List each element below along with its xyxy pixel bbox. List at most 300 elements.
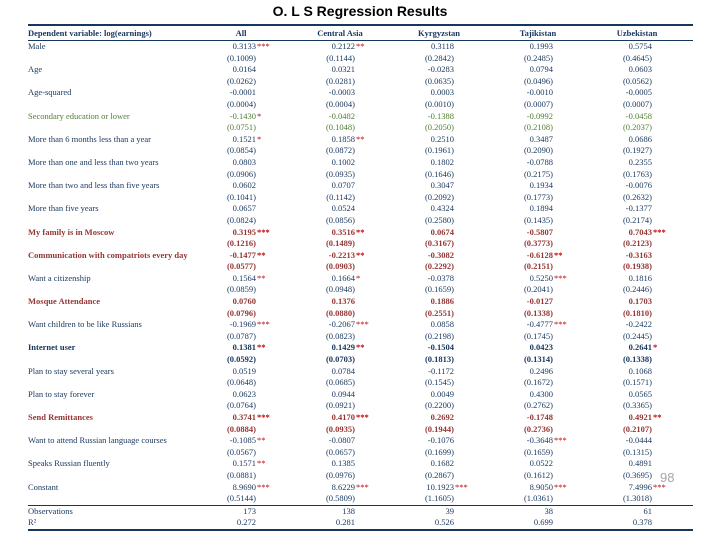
coefficient-row <box>28 389 693 401</box>
coefficient-value: 0.0803 <box>232 156 256 167</box>
observations-value: 138 <box>342 505 355 516</box>
significance-stars: ** <box>356 41 365 51</box>
standard-error-value: (0.0751) <box>226 122 256 133</box>
standard-error-cell <box>495 424 594 436</box>
dependent-variable-label: Dependent variable: log(earnings) <box>28 28 152 38</box>
standard-error-cell <box>396 122 495 134</box>
standard-error-cell <box>495 354 594 366</box>
coefficient-value: 0.0760 <box>232 296 256 307</box>
coefficient-cell <box>495 41 594 53</box>
coefficient-cell <box>594 64 693 76</box>
coefficient-cell <box>198 296 297 308</box>
coefficient-cell <box>297 87 396 99</box>
standard-error-cell <box>297 470 396 482</box>
coefficient-row <box>28 64 693 76</box>
coefficient-value: 0.0519 <box>232 365 256 376</box>
standard-error-cell <box>396 76 495 88</box>
coefficient-cell <box>594 227 693 239</box>
coefficient-value: -0.0482 <box>328 110 355 121</box>
coefficient-value: 0.3487 <box>529 133 553 144</box>
coefficient-value: 0.2692 <box>430 412 454 422</box>
coefficient-value: -0.6128 <box>526 249 553 260</box>
coefficient-cell <box>396 134 495 146</box>
row-label: More than two and less than five years <box>28 180 160 191</box>
significance-stars: *** <box>455 481 468 492</box>
standard-error-cell <box>198 284 297 296</box>
coefficient-cell <box>594 41 693 53</box>
standard-error-value: (0.0648) <box>226 377 256 388</box>
coefficient-cell <box>396 180 495 192</box>
coefficient-value: 0.3047 <box>430 180 454 191</box>
coefficient-cell <box>594 203 693 215</box>
coefficient-cell <box>495 296 594 308</box>
standard-error-cell <box>198 261 297 273</box>
coefficient-value: 0.3741 <box>232 412 256 422</box>
standard-error-value: (0.4645) <box>622 52 652 63</box>
coefficient-cell <box>594 157 693 169</box>
coefficient-value: 0.5754 <box>628 41 652 51</box>
significance-stars: * <box>356 272 361 283</box>
coefficient-value: -0.0003 <box>328 87 355 98</box>
coefficient-value: 0.0524 <box>331 203 355 214</box>
row-label: Want a citizenship <box>28 272 91 283</box>
r-squared-cell <box>198 517 297 530</box>
coefficient-cell <box>297 319 396 331</box>
standard-error-cell <box>198 447 297 459</box>
standard-error-value: (0.1646) <box>424 168 454 179</box>
r-squared-value: 0.281 <box>335 517 355 528</box>
coefficient-cell <box>594 273 693 285</box>
coefficient-value: -0.0992 <box>526 110 553 121</box>
coefficient-cell <box>297 412 396 424</box>
significance-stars: *** <box>257 481 270 492</box>
standard-error-cell <box>198 377 297 389</box>
significance-stars: ** <box>257 342 266 353</box>
coefficient-value: 0.0674 <box>430 226 454 237</box>
coefficient-value: -0.0807 <box>328 435 355 446</box>
standard-error-value: (0.0007) <box>523 98 553 109</box>
standard-error-cell <box>594 53 693 65</box>
r-squared-cell <box>297 517 396 530</box>
coefficient-value: 0.1816 <box>628 272 652 283</box>
standard-error-value: (0.2107) <box>622 423 652 434</box>
r-squared-row <box>28 517 693 530</box>
standard-error-value: (0.0592) <box>226 354 256 365</box>
observations-cell <box>594 505 693 517</box>
standard-error-cell <box>198 354 297 366</box>
standard-error-cell <box>198 169 297 181</box>
column-header-central-asia: Central Asia <box>317 28 363 38</box>
coefficient-value: 0.7043 <box>628 226 652 237</box>
standard-error-cell <box>297 145 396 157</box>
coefficient-cell <box>396 389 495 401</box>
coefficient-row <box>28 250 693 262</box>
coefficient-value: 0.1664 <box>331 272 355 283</box>
coefficient-cell <box>396 296 495 308</box>
standard-error-cell <box>198 99 297 111</box>
standard-error-cell <box>297 400 396 412</box>
coefficient-cell <box>594 482 693 494</box>
significance-stars: ** <box>257 272 266 283</box>
standard-error-cell <box>594 447 693 459</box>
observations-cell <box>198 505 297 517</box>
standard-error-value: (0.0657) <box>325 446 355 457</box>
coefficient-value: 0.3133 <box>232 41 256 51</box>
coefficient-row <box>28 134 693 146</box>
coefficient-cell <box>495 227 594 239</box>
standard-error-value: (0.1699) <box>424 446 454 457</box>
standard-error-value: (0.2092) <box>424 191 454 202</box>
row-label: Want to attend Russian language courses <box>28 435 167 446</box>
standard-error-value: (0.1009) <box>226 52 256 63</box>
coefficient-value: 0.1894 <box>529 203 553 214</box>
standard-error-value: (0.0921) <box>325 400 355 411</box>
coefficient-cell <box>594 87 693 99</box>
coefficient-cell <box>297 227 396 239</box>
page-title: O. L S Regression Results <box>272 3 448 19</box>
coefficient-cell <box>396 157 495 169</box>
standard-error-value: (0.2736) <box>523 423 553 434</box>
coefficient-value: -0.1969 <box>229 319 256 330</box>
standard-error-cell <box>594 99 693 111</box>
standard-error-cell <box>198 145 297 157</box>
standard-error-value: (0.3695) <box>622 469 652 480</box>
significance-stars: *** <box>356 319 369 330</box>
standard-error-value: (0.2174) <box>622 214 652 225</box>
r-squared-cell <box>495 517 594 530</box>
coefficient-cell <box>594 458 693 470</box>
standard-error-cell <box>495 99 594 111</box>
coefficient-value: -0.1477 <box>229 249 256 260</box>
standard-error-cell <box>594 284 693 296</box>
standard-error-cell <box>495 76 594 88</box>
coefficient-cell <box>495 64 594 76</box>
standard-error-cell <box>297 215 396 227</box>
standard-error-cell <box>594 470 693 482</box>
standard-error-cell <box>594 331 693 343</box>
coefficient-value: 0.4324 <box>430 203 454 214</box>
row-label: Plan to stay several years <box>28 365 114 376</box>
coefficient-cell <box>198 111 297 123</box>
table-footer <box>28 505 693 530</box>
coefficient-value: 10.1923 <box>426 481 454 492</box>
standard-error-cell <box>297 261 396 273</box>
standard-error-cell <box>594 122 693 134</box>
coefficient-row <box>28 111 693 123</box>
coefficient-cell <box>198 250 297 262</box>
standard-error-value: (0.1961) <box>424 145 454 156</box>
coefficient-cell <box>297 111 396 123</box>
coefficient-value: -0.1076 <box>427 435 454 446</box>
coefficient-cell <box>396 366 495 378</box>
significance-stars: ** <box>356 342 365 353</box>
standard-error-cell <box>396 354 495 366</box>
standard-error-cell <box>396 145 495 157</box>
standard-error-cell <box>495 331 594 343</box>
standard-error-cell <box>396 261 495 273</box>
coefficient-cell <box>297 458 396 470</box>
coefficient-cell <box>297 366 396 378</box>
coefficient-value: -0.0444 <box>625 435 652 446</box>
standard-error-value: (0.0935) <box>325 168 355 179</box>
regression-table <box>28 24 693 531</box>
coefficient-cell <box>297 342 396 354</box>
coefficient-cell <box>198 157 297 169</box>
standard-error-value: (0.1338) <box>523 307 553 318</box>
significance-stars: *** <box>257 226 270 237</box>
coefficient-cell <box>297 482 396 494</box>
coefficient-cell <box>594 250 693 262</box>
coefficient-value: 0.0623 <box>232 388 256 399</box>
coefficient-cell <box>495 319 594 331</box>
coefficient-value: -0.2213 <box>328 249 355 260</box>
coefficient-value: 0.0602 <box>232 180 256 191</box>
row-label: Want children to be like Russians <box>28 319 142 330</box>
row-label: Communication with compatriots every day <box>28 249 188 260</box>
standard-error-cell <box>594 215 693 227</box>
standard-error-value: (0.1813) <box>424 354 454 365</box>
standard-error-value: (0.1216) <box>226 238 256 249</box>
standard-error-cell <box>495 493 594 505</box>
row-label: Send Remittances <box>28 412 93 422</box>
standard-error-value: (0.3773) <box>523 238 553 249</box>
significance-stars: ** <box>356 133 365 144</box>
coefficient-value: 0.1682 <box>430 458 454 469</box>
standard-error-value: (0.2632) <box>622 191 652 202</box>
coefficient-cell <box>495 342 594 354</box>
coefficient-cell <box>198 366 297 378</box>
coefficient-value: 0.2510 <box>430 133 454 144</box>
standard-error-value: (0.0872) <box>325 145 355 156</box>
standard-error-value: (0.0635) <box>424 75 454 86</box>
coefficient-cell <box>594 412 693 424</box>
standard-error-value: (0.0004) <box>325 98 355 109</box>
standard-error-value: (0.2108) <box>523 122 553 133</box>
standard-error-cell <box>198 238 297 250</box>
significance-stars: *** <box>554 319 567 330</box>
standard-error-value: (0.2485) <box>523 52 553 63</box>
standard-error-value: (0.0007) <box>622 98 652 109</box>
observations-value: 173 <box>243 505 256 516</box>
coefficient-value: 0.1571 <box>232 458 256 469</box>
standard-error-value: (0.1545) <box>424 377 454 388</box>
coefficient-cell <box>396 482 495 494</box>
coefficient-value: 0.0794 <box>529 64 553 75</box>
coefficient-row <box>28 203 693 215</box>
coefficient-cell <box>396 203 495 215</box>
coefficient-row <box>28 482 693 494</box>
standard-error-value: (0.0281) <box>325 75 355 86</box>
significance-stars: *** <box>356 412 369 422</box>
coefficient-value: 7.4996 <box>628 481 652 492</box>
standard-error-cell <box>594 377 693 389</box>
coefficient-value: 0.0003 <box>430 87 454 98</box>
significance-stars: *** <box>554 272 567 283</box>
standard-error-cell <box>297 493 396 505</box>
standard-error-cell <box>297 308 396 320</box>
significance-stars: ** <box>653 412 662 422</box>
significance-stars: * <box>653 342 658 353</box>
coefficient-cell <box>396 458 495 470</box>
coefficient-cell <box>495 389 594 401</box>
standard-error-cell <box>297 99 396 111</box>
coefficient-value: 8.9690 <box>232 481 256 492</box>
standard-error-value: (0.5809) <box>325 493 355 504</box>
significance-stars: ** <box>356 226 365 237</box>
standard-error-value: (0.0903) <box>325 261 355 272</box>
standard-error-cell <box>495 447 594 459</box>
coefficient-cell <box>297 389 396 401</box>
standard-error-cell <box>297 192 396 204</box>
coefficient-value: 0.2122 <box>331 41 355 51</box>
r-squared-label: R² <box>28 517 37 528</box>
standard-error-value: (0.0796) <box>226 307 256 318</box>
standard-error-value: (0.1745) <box>523 330 553 341</box>
standard-error-value: (0.0906) <box>226 168 256 179</box>
standard-error-value: (0.0976) <box>325 469 355 480</box>
coefficient-cell <box>396 435 495 447</box>
standard-error-cell <box>396 470 495 482</box>
coefficient-value: -0.2067 <box>328 319 355 330</box>
standard-error-value: (0.2198) <box>424 330 454 341</box>
standard-error-cell <box>594 169 693 181</box>
coefficient-value: 0.1002 <box>331 156 355 167</box>
coefficient-value: 0.2641 <box>628 342 652 353</box>
coefficient-row <box>28 87 693 99</box>
standard-error-cell <box>495 284 594 296</box>
standard-error-value: (0.0685) <box>325 377 355 388</box>
standard-error-cell <box>396 99 495 111</box>
standard-error-cell <box>396 192 495 204</box>
standard-error-cell <box>594 354 693 366</box>
coefficient-cell <box>495 180 594 192</box>
coefficient-cell <box>198 41 297 53</box>
standard-error-value: (0.1810) <box>622 307 652 318</box>
standard-error-cell <box>396 493 495 505</box>
coefficient-value: -0.1377 <box>625 203 652 214</box>
coefficient-value: -0.3082 <box>427 249 454 260</box>
coefficient-cell <box>495 134 594 146</box>
significance-stars: ** <box>356 249 365 260</box>
coefficient-cell <box>594 366 693 378</box>
standard-error-cell <box>495 192 594 204</box>
observations-cell <box>396 505 495 517</box>
coefficient-value: 0.0686 <box>628 133 652 144</box>
significance-stars: ** <box>257 435 266 446</box>
standard-error-value: (0.0562) <box>622 75 652 86</box>
coefficient-cell <box>198 412 297 424</box>
column-header-all: All <box>235 28 247 38</box>
row-label: Plan to stay forever <box>28 388 95 399</box>
coefficient-row <box>28 435 693 447</box>
coefficient-value: -0.5807 <box>526 226 553 237</box>
coefficient-cell <box>396 87 495 99</box>
standard-error-cell <box>594 400 693 412</box>
coefficient-value: 0.1429 <box>331 342 355 353</box>
coefficient-value: 0.4170 <box>331 412 355 422</box>
coefficient-value: 8.6229 <box>331 481 355 492</box>
standard-error-cell <box>396 331 495 343</box>
standard-error-value: (0.1142) <box>326 191 355 202</box>
coefficient-row <box>28 296 693 308</box>
coefficient-value: 0.2355 <box>628 156 652 167</box>
coefficient-cell <box>198 64 297 76</box>
coefficient-cell <box>594 435 693 447</box>
standard-error-value: (0.2050) <box>424 122 454 133</box>
standard-error-cell <box>495 169 594 181</box>
r-squared-value: 0.378 <box>632 517 652 528</box>
table-header <box>28 25 693 41</box>
standard-error-value: (0.0935) <box>325 423 355 434</box>
coefficient-cell <box>495 458 594 470</box>
standard-error-cell <box>594 76 693 88</box>
coefficient-value: 0.3118 <box>430 41 454 51</box>
coefficient-cell <box>198 227 297 239</box>
coefficient-value: 0.3195 <box>232 226 256 237</box>
coefficient-cell <box>594 134 693 146</box>
coefficient-cell <box>198 273 297 285</box>
standard-error-value: (0.0262) <box>226 75 256 86</box>
coefficient-cell <box>495 250 594 262</box>
coefficient-cell <box>198 482 297 494</box>
standard-error-cell <box>495 215 594 227</box>
coefficient-value: -0.0283 <box>427 64 454 75</box>
coefficient-cell <box>297 296 396 308</box>
standard-error-cell <box>396 400 495 412</box>
coefficient-value: 0.3516 <box>331 226 355 237</box>
coefficient-cell <box>198 435 297 447</box>
r-squared-cell <box>594 517 693 530</box>
row-label: Age-squared <box>28 87 72 98</box>
standard-error-cell <box>297 169 396 181</box>
coefficient-cell <box>297 180 396 192</box>
significance-stars: *** <box>257 41 270 51</box>
slide-page-number: 98 <box>660 470 675 485</box>
coefficient-value: -0.1388 <box>427 110 454 121</box>
row-label: Constant <box>28 481 59 492</box>
coefficient-row <box>28 319 693 331</box>
standard-error-value: (0.1927) <box>622 145 652 156</box>
standard-error-cell <box>396 215 495 227</box>
standard-error-cell <box>495 400 594 412</box>
coefficient-row <box>28 458 693 470</box>
standard-error-value: (0.2175) <box>523 168 553 179</box>
coefficient-cell <box>198 319 297 331</box>
coefficient-value: -0.4777 <box>526 319 553 330</box>
standard-error-value: (0.0880) <box>325 307 355 318</box>
standard-error-value: (1.3018) <box>622 493 652 504</box>
coefficient-value: 0.0657 <box>232 203 256 214</box>
coefficient-value: -0.0378 <box>427 272 454 283</box>
standard-error-value: (0.2151) <box>523 261 553 272</box>
standard-error-value: (0.2292) <box>424 261 454 272</box>
standard-error-value: (0.2037) <box>622 122 652 133</box>
standard-error-cell <box>297 76 396 88</box>
coefficient-cell <box>594 319 693 331</box>
coefficient-value: 0.4891 <box>628 458 652 469</box>
standard-error-cell <box>396 284 495 296</box>
standard-error-cell <box>396 308 495 320</box>
standard-error-cell <box>495 377 594 389</box>
regression-table-body <box>28 41 693 506</box>
standard-error-value: (0.1041) <box>226 191 256 202</box>
coefficient-cell <box>495 111 594 123</box>
standard-error-value: (0.0859) <box>226 284 256 295</box>
standard-error-value: (0.0856) <box>325 214 355 225</box>
observations-cell <box>297 505 396 517</box>
standard-error-value: (0.1944) <box>424 423 454 434</box>
row-label: More than one and less than two years <box>28 156 159 167</box>
